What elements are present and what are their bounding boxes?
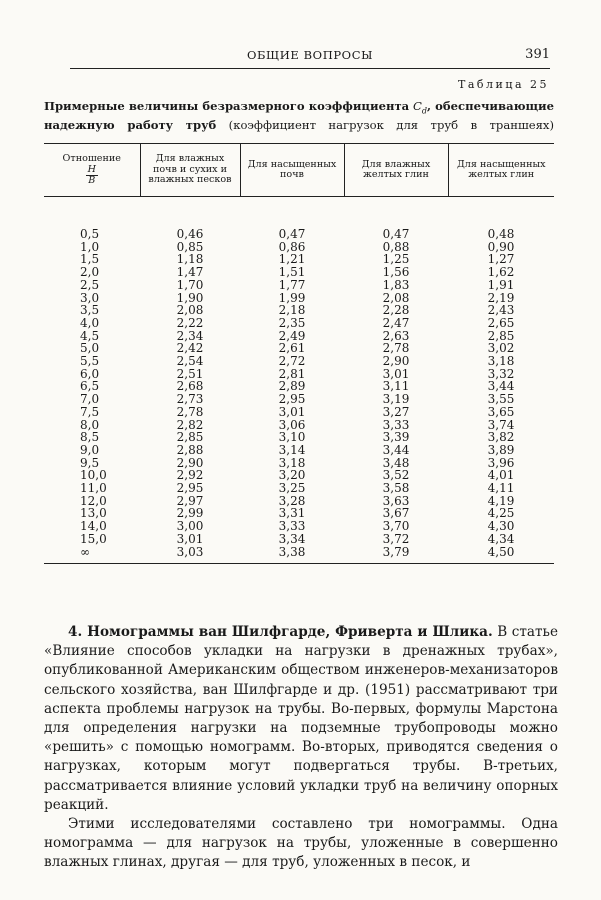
coefficient-cell: 1,18 bbox=[176, 252, 204, 267]
coefficient-cell: 2,81 bbox=[278, 366, 306, 381]
ratio-cell: 1,0 bbox=[80, 239, 100, 254]
ratio-cell: 15,0 bbox=[80, 531, 107, 546]
coefficient-cell: 0,85 bbox=[176, 239, 204, 254]
table-row bbox=[44, 279, 554, 292]
coefficient-cell: 2,18 bbox=[278, 303, 306, 318]
coefficient-cell: 2,95 bbox=[176, 481, 204, 496]
coefficient-cell: 0,46 bbox=[176, 227, 204, 241]
coefficient-cell: 4,01 bbox=[487, 468, 515, 483]
ratio-cell: 1,5 bbox=[80, 252, 100, 267]
coefficient-cell: 2,42 bbox=[176, 341, 204, 356]
table-row bbox=[44, 533, 554, 546]
caption-normal: (коэффициент нагрузок для труб в траншеях) bbox=[216, 118, 554, 133]
coefficient-cell: 1,91 bbox=[487, 277, 515, 292]
coefficient-cell: 2,47 bbox=[382, 315, 410, 330]
coefficient-cell: 0,47 bbox=[382, 227, 410, 241]
coefficient-cell: 3,70 bbox=[382, 519, 410, 534]
coefficient-cell: 3,02 bbox=[487, 341, 515, 356]
coefficient-cell: 2,90 bbox=[382, 354, 410, 369]
coefficient-cell: 3,44 bbox=[487, 379, 515, 394]
coefficient-cell: 3,10 bbox=[278, 430, 306, 445]
coefficient-cell: 2,95 bbox=[278, 392, 306, 407]
coefficient-cell: 1,90 bbox=[176, 290, 204, 305]
coefficient-cell: 2,49 bbox=[278, 328, 306, 343]
section-heading: 4. Номограммы ван Шилфгарде, Фриверта и Шлика. bbox=[68, 624, 493, 640]
ratio-cell: 0,5 bbox=[80, 227, 100, 241]
coefficient-cell: 2,08 bbox=[176, 303, 204, 318]
coefficient-cell: 2,54 bbox=[176, 354, 204, 369]
table-row bbox=[44, 393, 554, 406]
table-row bbox=[44, 520, 554, 533]
coefficient-cell: 3,06 bbox=[278, 417, 306, 432]
ratio-cell: 7,5 bbox=[80, 404, 100, 419]
paragraph-2: Этими исследователями составлено три номограммы. Одна номограмма — для нагрузок на трубы, уложенные в совершенно влажных глинах, другая — для труб, уложенных в песок, и bbox=[44, 816, 558, 871]
coefficient-cell: 2,78 bbox=[382, 341, 410, 356]
coefficient-cell: 1,21 bbox=[278, 252, 306, 267]
ratio-cell: 2,0 bbox=[80, 265, 100, 280]
ratio-cell: 4,0 bbox=[80, 315, 100, 330]
ratio-cell: ∞ bbox=[44, 546, 140, 564]
header-ratio: Отношение $\frac{H}{B}$ bbox=[44, 144, 140, 197]
coefficient-cell: 3,00 bbox=[176, 519, 204, 534]
coefficient-cell: 1,99 bbox=[278, 290, 306, 305]
coefficient-cell: 2,97 bbox=[176, 493, 204, 508]
coefficient-cell: 3,03 bbox=[140, 546, 240, 564]
coefficient-cell: 2,90 bbox=[176, 455, 204, 470]
coefficient-cell: 3,34 bbox=[278, 531, 306, 546]
coefficient-cell: 3,39 bbox=[382, 430, 410, 445]
page-number: 391 bbox=[525, 47, 550, 62]
coefficient-cell: 3,67 bbox=[382, 506, 410, 521]
coefficient-cell: 3,96 bbox=[487, 455, 515, 470]
coefficient-cell: 4,19 bbox=[487, 493, 515, 508]
coefficient-cell: 0,47 bbox=[278, 227, 306, 241]
table-caption bbox=[44, 99, 554, 132]
running-title: ОБЩИЕ ВОПРОСЫ bbox=[246, 48, 374, 62]
ratio-cell: 4,5 bbox=[80, 328, 100, 343]
ratio-cell: 3,5 bbox=[80, 303, 100, 318]
coefficient-cell: 4,11 bbox=[487, 481, 515, 496]
table-spacer bbox=[44, 197, 554, 229]
coefficient-cell: 2,85 bbox=[176, 430, 204, 445]
coefficient-cell: 3,32 bbox=[487, 366, 515, 381]
ratio-cell: 10,0 bbox=[80, 468, 107, 483]
coefficient-cell: 2,72 bbox=[278, 354, 306, 369]
header-saturated-yellow-clay: Для насыщенных желтых глин bbox=[448, 144, 554, 197]
coefficient-cell: 3,33 bbox=[278, 519, 306, 534]
coefficient-cell: 2,08 bbox=[382, 290, 410, 305]
table-row bbox=[44, 444, 554, 457]
coefficient-cell: 2,68 bbox=[176, 379, 204, 394]
table-row bbox=[44, 546, 554, 564]
ratio-cell: 11,0 bbox=[80, 481, 107, 496]
coefficient-cell: 1,62 bbox=[487, 265, 515, 280]
coefficient-cell: 3,44 bbox=[382, 442, 410, 457]
coefficient-cell: 2,99 bbox=[176, 506, 204, 521]
load-coefficient-table bbox=[44, 143, 554, 564]
coefficient-cell: 3,01 bbox=[278, 404, 306, 419]
coefficient-cell: 2,92 bbox=[176, 468, 204, 483]
coefficient-cell: 3,18 bbox=[278, 455, 306, 470]
coefficient-cell: 2,43 bbox=[487, 303, 515, 318]
ratio-cell: 5,5 bbox=[80, 354, 100, 369]
coefficient-cell: 2,85 bbox=[487, 328, 515, 343]
header-saturated-soils: Для насыщенных почв bbox=[240, 144, 344, 197]
ratio-cell: 6,0 bbox=[80, 366, 100, 381]
coefficient-cell: 3,28 bbox=[278, 493, 306, 508]
coefficient-cell: 2,35 bbox=[278, 315, 306, 330]
page-header bbox=[70, 46, 550, 69]
table-row bbox=[44, 317, 554, 330]
ratio-cell: 8,5 bbox=[80, 430, 100, 445]
table-body bbox=[44, 197, 554, 564]
coefficient-cell: 3,63 bbox=[382, 493, 410, 508]
table-header-row bbox=[44, 144, 554, 197]
coefficient-cell: 2,51 bbox=[176, 366, 204, 381]
coefficient-cell: 2,63 bbox=[382, 328, 410, 343]
coefficient-cell: 3,18 bbox=[487, 354, 515, 369]
coefficient-cell: 3,65 bbox=[487, 404, 515, 419]
ratio-cell: 6,5 bbox=[80, 379, 100, 394]
table-row bbox=[44, 266, 554, 279]
coefficient-cell: 1,25 bbox=[382, 252, 410, 267]
ratio-cell: 14,0 bbox=[80, 519, 107, 534]
coefficient-cell: 3,01 bbox=[382, 366, 410, 381]
coefficient-cell: 2,19 bbox=[487, 290, 515, 305]
coefficient-cell: 2,89 bbox=[278, 379, 306, 394]
coefficient-cell: 3,38 bbox=[240, 546, 344, 564]
coefficient-cell: 4,30 bbox=[487, 519, 515, 534]
coefficient-cell: 1,56 bbox=[382, 265, 410, 280]
coefficient-cell: 4,34 bbox=[487, 531, 515, 546]
coefficient-cell: 1,51 bbox=[278, 265, 306, 280]
ratio-cell: 7,0 bbox=[80, 392, 100, 407]
coefficient-cell: 1,27 bbox=[487, 252, 515, 267]
ratio-cell: 2,5 bbox=[80, 277, 100, 292]
paragraph-1: 4. Номограммы ван Шилфгарде, Фриверта и Шлика. В статье «Влияние способов укладки на нагрузки в дренажных трубах», опубликованной Американским обществом инженеров-механизаторов сельского хозяйства, ван Шилфгарде и др. (1951) рассматривают три аспекта проблемы нагрузок на трубы. Во-первых, формулы Марстона для определения нагрузки на подземные трубопроводы можно «решить» с помощью номограмм. Во-вторых, приводятся сведения о нагрузках, которым могут подвергаться трубы. В-третьих, рассматривается влияние условий укладки труб на величину опорных реакций. bbox=[44, 624, 559, 813]
ratio-cell: 3,0 bbox=[80, 290, 100, 305]
coefficient-cell: 3,31 bbox=[278, 506, 306, 521]
coefficient-cell: 0,86 bbox=[278, 239, 306, 254]
ratio-cell: 8,0 bbox=[80, 417, 100, 432]
ratio-cell: 12,0 bbox=[80, 493, 107, 508]
table-row bbox=[44, 355, 554, 368]
caption-symbol: $C_d$ bbox=[412, 99, 427, 116]
coefficient-cell: 2,78 bbox=[176, 404, 204, 419]
coefficient-cell: 3,82 bbox=[487, 430, 515, 445]
table-row bbox=[44, 228, 554, 241]
coefficient-cell: 3,14 bbox=[278, 442, 306, 457]
caption-bold-tail: , обеспечивающие надежную работу труб bbox=[44, 99, 555, 133]
coefficient-cell: 3,72 bbox=[382, 531, 410, 546]
section-nomograms bbox=[44, 623, 558, 873]
coefficient-cell: 2,73 bbox=[176, 392, 204, 407]
coefficient-cell: 2,28 bbox=[382, 303, 410, 318]
coefficient-cell: 3,27 bbox=[382, 404, 410, 419]
header-moist-yellow-clay: Для влажных желтых глин bbox=[344, 144, 448, 197]
coefficient-cell: 3,01 bbox=[176, 531, 204, 546]
coefficient-cell: 3,55 bbox=[487, 392, 515, 407]
caption-bold: Примерные величины безразмерного коэффициента bbox=[44, 99, 410, 113]
coefficient-cell: 2,88 bbox=[176, 442, 204, 457]
coefficient-cell: 2,65 bbox=[487, 315, 515, 330]
coefficient-cell: 3,20 bbox=[278, 468, 306, 483]
coefficient-cell: 2,61 bbox=[278, 341, 306, 356]
coefficient-cell: 3,11 bbox=[382, 379, 410, 394]
coefficient-cell: 0,90 bbox=[487, 239, 515, 254]
coefficient-cell: 4,50 bbox=[448, 546, 554, 564]
coefficient-cell: 2,82 bbox=[176, 417, 204, 432]
coefficient-cell: 3,58 bbox=[382, 481, 410, 496]
ratio-cell: 5,0 bbox=[80, 341, 100, 356]
table-label: Таблица 25 bbox=[458, 78, 549, 91]
ratio-cell: 9,5 bbox=[80, 455, 100, 470]
coefficient-cell: 1,83 bbox=[382, 277, 410, 292]
coefficient-cell: 1,70 bbox=[176, 277, 204, 292]
coefficient-cell: 0,48 bbox=[487, 227, 515, 241]
table-row bbox=[44, 406, 554, 419]
coefficient-cell: 3,25 bbox=[278, 481, 306, 496]
coefficient-cell: 3,52 bbox=[382, 468, 410, 483]
coefficient-cell: 1,77 bbox=[278, 277, 306, 292]
coefficient-cell: 3,33 bbox=[382, 417, 410, 432]
coefficient-cell: 3,79 bbox=[344, 546, 448, 564]
coefficient-cell: 2,34 bbox=[176, 328, 204, 343]
table-row bbox=[44, 482, 554, 495]
coefficient-cell: 0,88 bbox=[382, 239, 410, 254]
coefficient-cell: 3,89 bbox=[487, 442, 515, 457]
coefficient-cell: 2,22 bbox=[176, 315, 204, 330]
coefficient-cell: 1,47 bbox=[176, 265, 204, 280]
coefficient-cell: 3,19 bbox=[382, 392, 410, 407]
coefficient-cell: 4,25 bbox=[487, 506, 515, 521]
ratio-cell: 13,0 bbox=[80, 506, 107, 521]
ratio-cell: 9,0 bbox=[80, 442, 100, 457]
header-moist-soils: Для влажных почв и сухих и влажных песков bbox=[140, 144, 240, 197]
coefficient-cell: 3,48 bbox=[382, 455, 410, 470]
ratio-fraction: $\frac{H}{B}$ bbox=[87, 163, 96, 186]
coefficient-cell: 3,74 bbox=[487, 417, 515, 432]
